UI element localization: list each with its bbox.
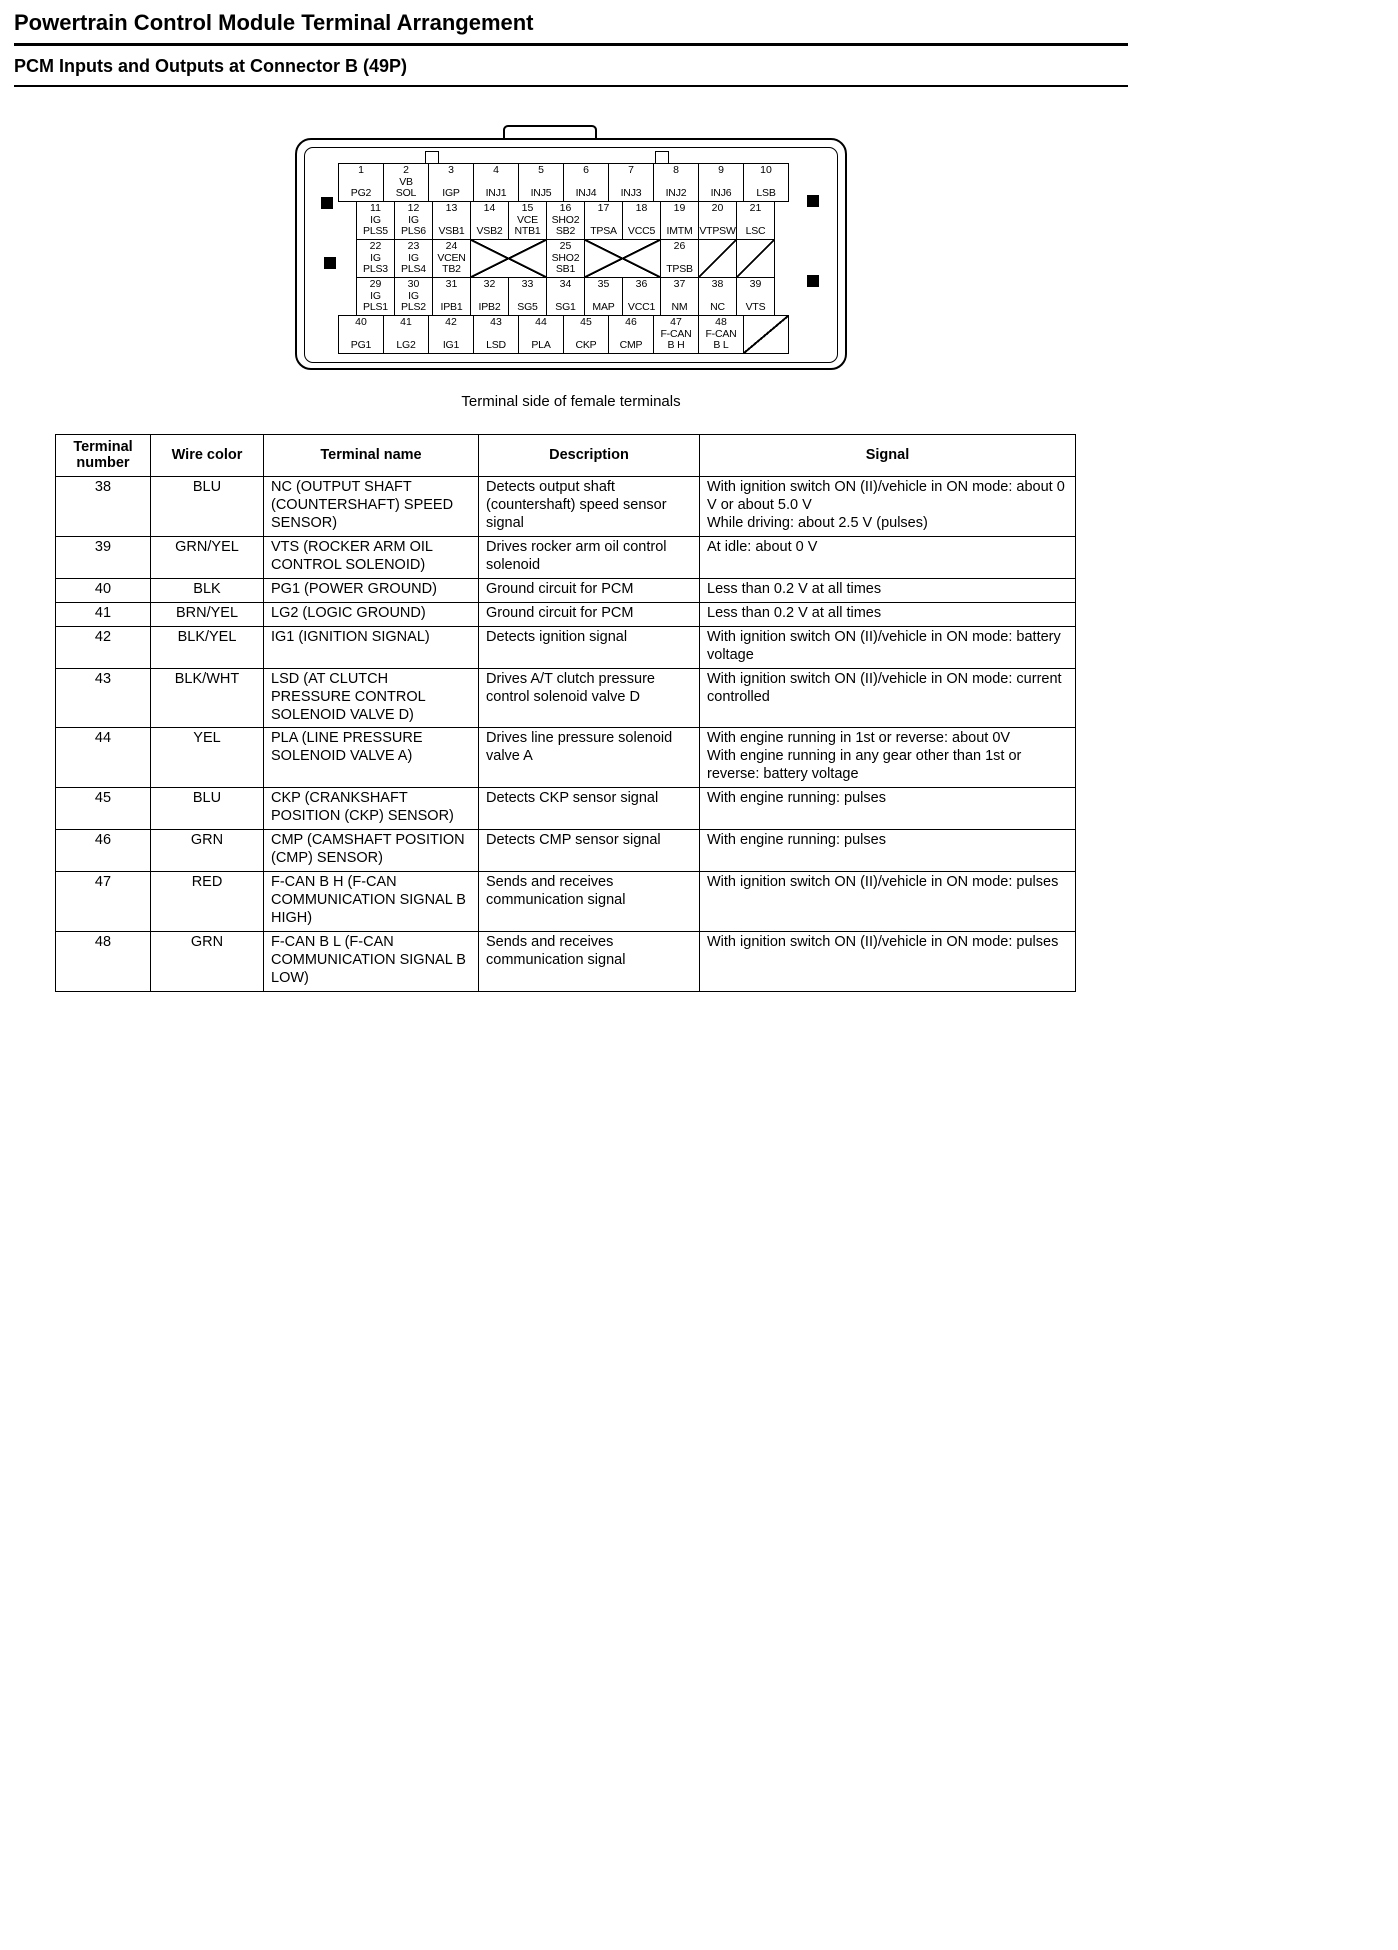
pin-6 bbox=[563, 163, 609, 202]
header-row bbox=[56, 434, 1076, 476]
pin-46 bbox=[608, 315, 654, 354]
terminal-row-48 bbox=[56, 932, 1076, 992]
signal-line: With ignition switch ON (II)/vehicle in ON mode: pulses bbox=[707, 934, 1059, 951]
pin-number: 19 bbox=[673, 201, 686, 214]
pin-20 bbox=[698, 201, 737, 240]
pin-number: 9 bbox=[718, 163, 724, 176]
terminal-row-41 bbox=[56, 602, 1076, 626]
pin-label: CKP bbox=[575, 339, 597, 352]
signal-line: With ignition switch ON (II)/vehicle in ON mode: battery voltage bbox=[707, 628, 1061, 663]
pin-21 bbox=[736, 201, 775, 240]
pin-number: 20 bbox=[711, 201, 724, 214]
pin-43 bbox=[473, 315, 519, 354]
pin-label: F-CAN B H bbox=[660, 327, 692, 352]
description-cell: Ground circuit for PCM bbox=[479, 602, 700, 626]
description-cell: Drives line pressure solenoid valve A bbox=[479, 728, 700, 788]
pin-number: 38 bbox=[711, 277, 724, 290]
subtitle-rule bbox=[14, 85, 1128, 87]
pin-number: 32 bbox=[483, 277, 496, 290]
terminal-cell: 47 bbox=[56, 872, 151, 932]
pin-number: 15 bbox=[521, 201, 534, 214]
section-title: PCM Inputs and Outputs at Connector B (49P) bbox=[14, 56, 408, 76]
pin-45 bbox=[563, 315, 609, 354]
description-cell: Detects CMP sensor signal bbox=[479, 830, 700, 872]
pin-label: PLA bbox=[531, 339, 551, 352]
terminal-cell: 42 bbox=[56, 626, 151, 668]
pin-row-3 bbox=[356, 239, 789, 278]
blocked-cavity bbox=[470, 239, 547, 278]
pin-number: 36 bbox=[635, 277, 648, 290]
pin-number: 21 bbox=[749, 201, 762, 214]
pin-number: 46 bbox=[625, 315, 637, 328]
pin-2 bbox=[383, 163, 429, 202]
description-cell: Drives rocker arm oil control solenoid bbox=[479, 536, 700, 578]
blocked-cavity bbox=[736, 239, 775, 278]
pin-label: IMTM bbox=[666, 225, 693, 238]
pin-number: 13 bbox=[445, 201, 458, 214]
pin-number: 39 bbox=[749, 277, 762, 290]
pin-number: 47 bbox=[670, 315, 682, 328]
pin-label: NM bbox=[671, 301, 688, 314]
pin-label: IG PLS3 bbox=[363, 251, 388, 276]
pin-1 bbox=[338, 163, 384, 202]
terminal-name-cell: LSD (AT CLUTCH PRESSURE CONTROL SOLENOID VALVE D) bbox=[264, 668, 479, 728]
pin-number: 1 bbox=[358, 163, 364, 176]
signal-cell bbox=[700, 788, 1076, 830]
pin-label: NC bbox=[710, 301, 725, 314]
pin-label: LSB bbox=[756, 187, 776, 200]
pin-39 bbox=[736, 277, 775, 316]
pin-38 bbox=[698, 277, 737, 316]
wire-color-cell: BLU bbox=[151, 476, 264, 536]
column-header-1: Wire color bbox=[151, 434, 264, 476]
signal-line: With engine running: pulses bbox=[707, 832, 886, 849]
signal-line: With engine running in any gear other than 1st or reverse: battery voltage bbox=[707, 748, 1022, 783]
pin-number: 16 bbox=[559, 201, 572, 214]
pin-row-4 bbox=[356, 277, 789, 316]
signal-cell bbox=[700, 476, 1076, 536]
description-cell: Detects CKP sensor signal bbox=[479, 788, 700, 830]
pin-number: 31 bbox=[445, 277, 458, 290]
description-cell: Sends and receives communication signal bbox=[479, 932, 700, 992]
pin-number: 26 bbox=[673, 239, 686, 252]
pin-label: LSD bbox=[486, 339, 506, 352]
pin-number: 17 bbox=[597, 201, 610, 214]
blocked-cavity bbox=[584, 239, 661, 278]
pin-number: 37 bbox=[673, 277, 686, 290]
pin-label: F-CAN B L bbox=[705, 327, 737, 352]
wire-color-cell: BLK/YEL bbox=[151, 626, 264, 668]
pin-number: 34 bbox=[559, 277, 572, 290]
terminal-name-cell: CKP (CRANKSHAFT POSITION (CKP) SENSOR) bbox=[264, 788, 479, 830]
pin-8 bbox=[653, 163, 699, 202]
signal-line: With ignition switch ON (II)/vehicle in ON mode: about 0 V or about 5.0 V bbox=[707, 478, 1065, 513]
terminal-cell: 41 bbox=[56, 602, 151, 626]
wire-color-cell: GRN/YEL bbox=[151, 536, 264, 578]
description-cell: Ground circuit for PCM bbox=[479, 578, 700, 602]
terminal-cell: 39 bbox=[56, 536, 151, 578]
wire-color-cell: RED bbox=[151, 872, 264, 932]
pin-label: SG1 bbox=[555, 301, 576, 314]
pin-number: 22 bbox=[369, 239, 382, 252]
terminal-row-47 bbox=[56, 872, 1076, 932]
pin-9 bbox=[698, 163, 744, 202]
terminal-row-44 bbox=[56, 728, 1076, 788]
terminal-cell: 48 bbox=[56, 932, 151, 992]
pin-22 bbox=[356, 239, 395, 278]
pin-25 bbox=[546, 239, 585, 278]
terminal-cell: 46 bbox=[56, 830, 151, 872]
signal-line: With ignition switch ON (II)/vehicle in ON mode: current controlled bbox=[707, 670, 1062, 705]
wire-color-cell: BLK/WHT bbox=[151, 668, 264, 728]
signal-line: While driving: about 2.5 V (pulses) bbox=[707, 514, 928, 531]
signal-line: Less than 0.2 V at all times bbox=[707, 604, 882, 621]
pin-label: SHO2 SB2 bbox=[551, 213, 580, 238]
terminal-cell: 44 bbox=[56, 728, 151, 788]
terminal-row-42 bbox=[56, 626, 1076, 668]
pin-number: 2 bbox=[403, 163, 409, 176]
pin-36 bbox=[622, 277, 661, 316]
pin-23 bbox=[394, 239, 433, 278]
pin-number: 25 bbox=[559, 239, 572, 252]
signal-line: Less than 0.2 V at all times bbox=[707, 580, 882, 597]
pin-label: VTPSW bbox=[699, 225, 736, 238]
terminal-name-cell: CMP (CAMSHAFT POSITION (CMP) SENSOR) bbox=[264, 830, 479, 872]
pin-label: LSC bbox=[745, 225, 766, 238]
description-cell: Drives A/T clutch pressure control solenoid valve D bbox=[479, 668, 700, 728]
terminal-cell: 43 bbox=[56, 668, 151, 728]
connector-diagram bbox=[14, 125, 1128, 373]
terminal-name-cell: NC (OUTPUT SHAFT (COUNTERSHAFT) SPEED SENSOR) bbox=[264, 476, 479, 536]
pin-label: IG PLS6 bbox=[401, 213, 426, 238]
pin-44 bbox=[518, 315, 564, 354]
pin-number: 8 bbox=[673, 163, 679, 176]
pin-number: 44 bbox=[535, 315, 547, 328]
terminal-row-38 bbox=[56, 476, 1076, 536]
pin-number: 4 bbox=[493, 163, 499, 176]
wire-color-cell: BLU bbox=[151, 788, 264, 830]
terminal-row-46 bbox=[56, 830, 1076, 872]
pin-label: SHO2 SB1 bbox=[551, 251, 580, 276]
pin-number: 40 bbox=[355, 315, 367, 328]
pin-number: 14 bbox=[483, 201, 496, 214]
terminal-name-cell: LG2 (LOGIC GROUND) bbox=[264, 602, 479, 626]
pin-label: IPB2 bbox=[478, 301, 501, 314]
pin-number: 29 bbox=[369, 277, 382, 290]
pin-label: IPB1 bbox=[440, 301, 463, 314]
pin-40 bbox=[338, 315, 384, 354]
pin-15 bbox=[508, 201, 547, 240]
pin-number: 42 bbox=[445, 315, 457, 328]
pin-10 bbox=[743, 163, 789, 202]
pin-number: 10 bbox=[760, 163, 772, 176]
terminal-cell: 40 bbox=[56, 578, 151, 602]
pin-number: 7 bbox=[628, 163, 634, 176]
pin-42 bbox=[428, 315, 474, 354]
pin-16 bbox=[546, 201, 585, 240]
terminal-name-cell: PG1 (POWER GROUND) bbox=[264, 578, 479, 602]
pin-label: INJ2 bbox=[665, 187, 687, 200]
signal-line: With engine running: pulses bbox=[707, 790, 886, 807]
terminal-cell: 45 bbox=[56, 788, 151, 830]
pin-18 bbox=[622, 201, 661, 240]
pin-label: VCC1 bbox=[627, 301, 656, 314]
pin-number: 3 bbox=[448, 163, 454, 176]
pin-label: VCE NTB1 bbox=[514, 213, 541, 238]
pin-label: SG5 bbox=[517, 301, 538, 314]
pin-4 bbox=[473, 163, 519, 202]
pin-label: IG PLS4 bbox=[401, 251, 426, 276]
wire-color-cell: GRN bbox=[151, 932, 264, 992]
pin-number: 48 bbox=[715, 315, 727, 328]
connector-b-49p bbox=[295, 125, 847, 373]
signal-cell bbox=[700, 932, 1076, 992]
pin-41 bbox=[383, 315, 429, 354]
pin-label: IG1 bbox=[442, 339, 460, 352]
column-header-2: Terminal name bbox=[264, 434, 479, 476]
connector-lock-square bbox=[807, 275, 819, 287]
pin-label: PG1 bbox=[350, 339, 372, 352]
pin-number: 18 bbox=[635, 201, 648, 214]
terminal-name-cell: IG1 (IGNITION SIGNAL) bbox=[264, 626, 479, 668]
signal-cell bbox=[700, 830, 1076, 872]
pin-24 bbox=[432, 239, 471, 278]
pin-row-5 bbox=[338, 315, 789, 354]
pin-26 bbox=[660, 239, 699, 278]
pin-label: TPSA bbox=[590, 225, 617, 238]
pin-label: IGP bbox=[442, 187, 460, 200]
pin-label: VSB2 bbox=[476, 225, 503, 238]
pin-label: PG2 bbox=[350, 187, 372, 200]
pin-label: INJ6 bbox=[710, 187, 732, 200]
pin-label: IG PLS1 bbox=[363, 289, 388, 314]
pin-label: VCEN TB2 bbox=[437, 251, 466, 276]
pin-label: VSB1 bbox=[438, 225, 465, 238]
column-header-3: Description bbox=[479, 434, 700, 476]
pin-number: 12 bbox=[407, 201, 420, 214]
signal-cell bbox=[700, 626, 1076, 668]
pin-number: 43 bbox=[490, 315, 502, 328]
table-body bbox=[56, 476, 1076, 991]
pin-grid bbox=[338, 163, 789, 354]
pin-label: INJ5 bbox=[530, 187, 552, 200]
diagram-caption: Terminal side of female terminals bbox=[461, 392, 681, 410]
blocked-cavity bbox=[698, 239, 737, 278]
pin-12 bbox=[394, 201, 433, 240]
pin-label: INJ1 bbox=[485, 187, 507, 200]
pin-label: INJ3 bbox=[620, 187, 642, 200]
pin-13 bbox=[432, 201, 471, 240]
connector-lock-square bbox=[807, 195, 819, 207]
pin-7 bbox=[608, 163, 654, 202]
pin-label: CMP bbox=[619, 339, 643, 352]
pin-35 bbox=[584, 277, 623, 316]
pin-number: 5 bbox=[538, 163, 544, 176]
terminal-name-cell: VTS (ROCKER ARM OIL CONTROL SOLENOID) bbox=[264, 536, 479, 578]
pin-label: IG PLS2 bbox=[401, 289, 426, 314]
pin-number: 41 bbox=[400, 315, 412, 328]
terminal-name-cell: F-CAN B H (F-CAN COMMUNICATION SIGNAL B HIGH) bbox=[264, 872, 479, 932]
column-header-4: Signal bbox=[700, 434, 1076, 476]
pin-number: 45 bbox=[580, 315, 592, 328]
pin-number: 11 bbox=[370, 201, 381, 214]
terminal-row-43 bbox=[56, 668, 1076, 728]
pin-19 bbox=[660, 201, 699, 240]
pin-label: IG PLS5 bbox=[363, 213, 388, 238]
pin-label: TPSB bbox=[666, 263, 693, 276]
terminal-row-45 bbox=[56, 788, 1076, 830]
signal-line: At idle: about 0 V bbox=[707, 538, 818, 555]
signal-cell bbox=[700, 668, 1076, 728]
terminal-row-40 bbox=[56, 578, 1076, 602]
description-cell: Detects output shaft (countershaft) speed sensor signal bbox=[479, 476, 700, 536]
wire-color-cell: BRN/YEL bbox=[151, 602, 264, 626]
signal-cell bbox=[700, 578, 1076, 602]
pin-48 bbox=[698, 315, 744, 354]
pin-label: VTS bbox=[745, 301, 766, 314]
pin-number: 33 bbox=[521, 277, 534, 290]
wire-color-cell: YEL bbox=[151, 728, 264, 788]
pin-number: 6 bbox=[583, 163, 589, 176]
pin-number: 24 bbox=[445, 239, 458, 252]
pin-row-1 bbox=[338, 163, 789, 202]
column-header-0: Terminal number bbox=[56, 434, 151, 476]
pin-label: VB SOL bbox=[395, 175, 417, 200]
pin-17 bbox=[584, 201, 623, 240]
connector-lock-square bbox=[324, 257, 336, 269]
pin-label: INJ4 bbox=[575, 187, 597, 200]
pin-37 bbox=[660, 277, 699, 316]
page-title: Powertrain Control Module Terminal Arrangement bbox=[14, 10, 534, 35]
signal-line: With ignition switch ON (II)/vehicle in ON mode: pulses bbox=[707, 874, 1059, 891]
terminal-name-cell: F-CAN B L (F-CAN COMMUNICATION SIGNAL B LOW) bbox=[264, 932, 479, 992]
pin-3 bbox=[428, 163, 474, 202]
pin-34 bbox=[546, 277, 585, 316]
signal-cell bbox=[700, 872, 1076, 932]
signal-cell bbox=[700, 536, 1076, 578]
signal-cell bbox=[700, 728, 1076, 788]
wire-color-cell: GRN bbox=[151, 830, 264, 872]
pin-11 bbox=[356, 201, 395, 240]
terminal-row-39 bbox=[56, 536, 1076, 578]
signal-line: With engine running in 1st or reverse: about 0V bbox=[707, 730, 1011, 747]
title-rule bbox=[14, 43, 1128, 46]
pin-label: VCC5 bbox=[627, 225, 656, 238]
pin-number: 23 bbox=[407, 239, 420, 252]
table-header bbox=[56, 434, 1076, 476]
pin-5 bbox=[518, 163, 564, 202]
pin-32 bbox=[470, 277, 509, 316]
pin-33 bbox=[508, 277, 547, 316]
blocked-cavity bbox=[743, 315, 789, 354]
wire-color-cell: BLK bbox=[151, 578, 264, 602]
description-cell: Sends and receives communication signal bbox=[479, 872, 700, 932]
pin-47 bbox=[653, 315, 699, 354]
pin-31 bbox=[432, 277, 471, 316]
pin-number: 30 bbox=[407, 277, 420, 290]
signal-cell bbox=[700, 602, 1076, 626]
connector-lock-square bbox=[321, 197, 333, 209]
description-cell: Detects ignition signal bbox=[479, 626, 700, 668]
pin-number: 35 bbox=[597, 277, 610, 290]
pin-label: LG2 bbox=[396, 339, 416, 352]
pin-14 bbox=[470, 201, 509, 240]
terminal-cell: 38 bbox=[56, 476, 151, 536]
terminal-name-cell: PLA (LINE PRESSURE SOLENOID VALVE A) bbox=[264, 728, 479, 788]
pin-label: MAP bbox=[592, 301, 615, 314]
terminal-table bbox=[55, 434, 1076, 993]
pin-row-2 bbox=[356, 201, 789, 240]
pin-30 bbox=[394, 277, 433, 316]
pin-29 bbox=[356, 277, 395, 316]
